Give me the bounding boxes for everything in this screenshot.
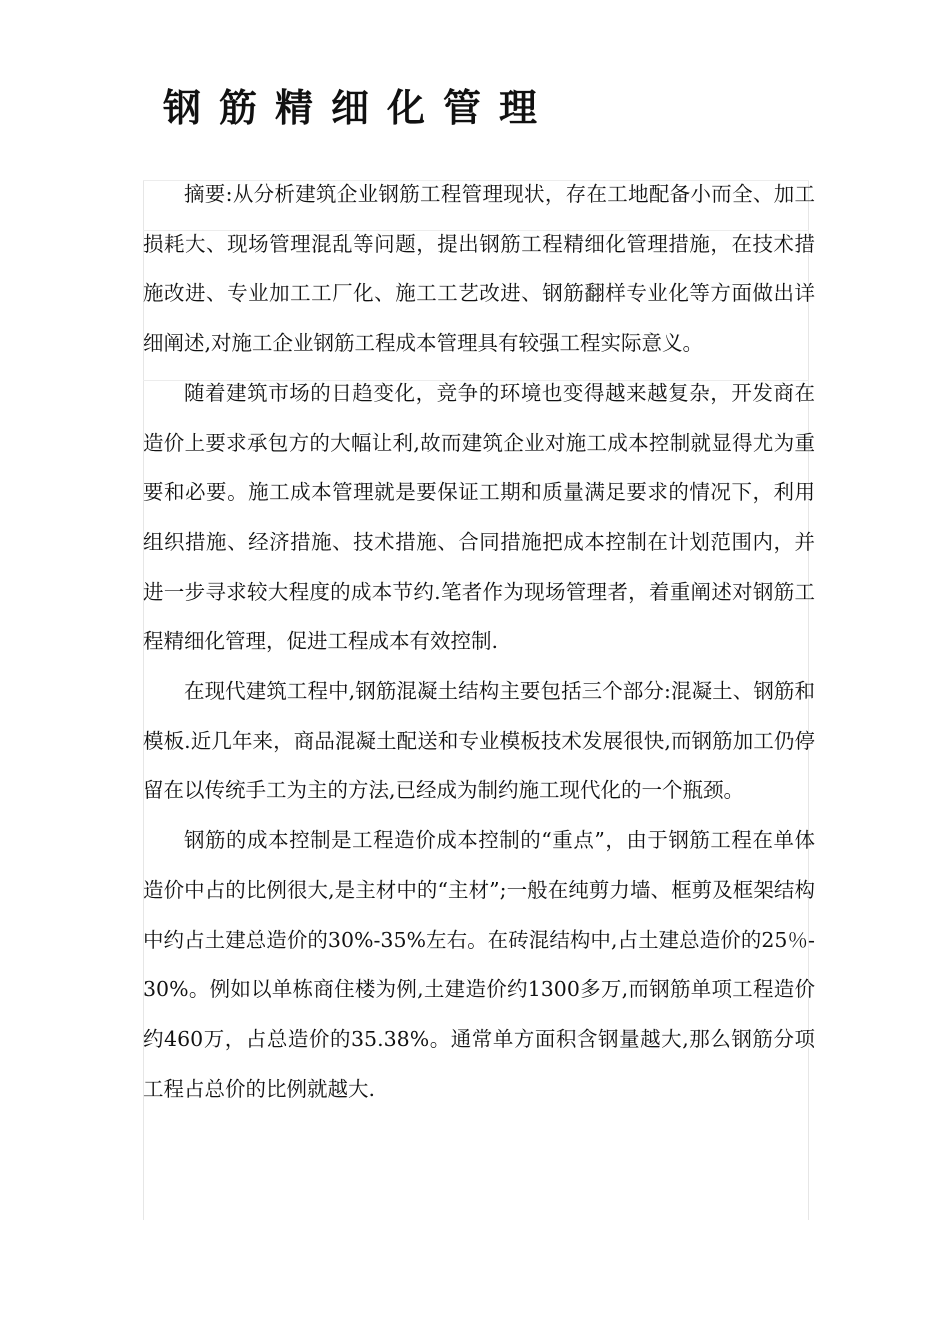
- body-paragraph: 在现代建筑工程中,钢筋混凝土结构主要包括三个部分:混凝土、钢筋和模板.近几年来，商品混凝土配送和专业模板技术发展很快,而钢筋加工仍停留在以传统手工为主的方法,已经成为制约施工现代化的一个瓶颈。: [143, 679, 815, 803]
- abstract-paragraph: 摘要:从分析建筑企业钢筋工程管理现状，存在工地配备小而全、加工损耗大、现场管理混乱等问题，提出钢筋工程精细化管理措施，在技术措施改进、专业加工工厂化、施工工艺改进、钢筋翻样专业化等方面做出详细阐述,对施工企业钢筋工程成本管理具有较强工程实际意义。: [143, 182, 815, 356]
- body-paragraph: 随着建筑市场的日趋变化，竞争的环境也变得越来越复杂，开发商在造价上要求承包方的大幅让利,故而建筑企业对施工成本控制就显得尤为重要和必要。施工成本管理就是要保证工期和质量满足要求的情况下，利用组织措施、经济措施、技术措施、合同措施把成本控制在计划范围内，并进一步寻求较大程度的成本节约.笔者作为现场管理者，着重阐述对钢筋工程精细化管理，促进工程成本有效控制.: [143, 380, 815, 654]
- document-body: [143, 170, 815, 1114]
- body-paragraph: 钢筋的成本控制是工程造价成本控制的“重点”，由于钢筋工程在单体造价中占的比例很大,是主材中的“主材”;一般在纯剪力墙、框剪及框架结构中约占土建总造价的30%-35%左右。在砖混结构中,占土建总造价的25％-30%。例如以单栋商住楼为例,土建造价约1300多万,而钢筋单项工程造价约460万，占总造价的35.38%。通常单方面积含钢量越大,那么钢筋分项工程占总价的比例就越大.: [143, 828, 815, 1101]
- document-title: 钢筋精细化管理: [163, 85, 556, 130]
